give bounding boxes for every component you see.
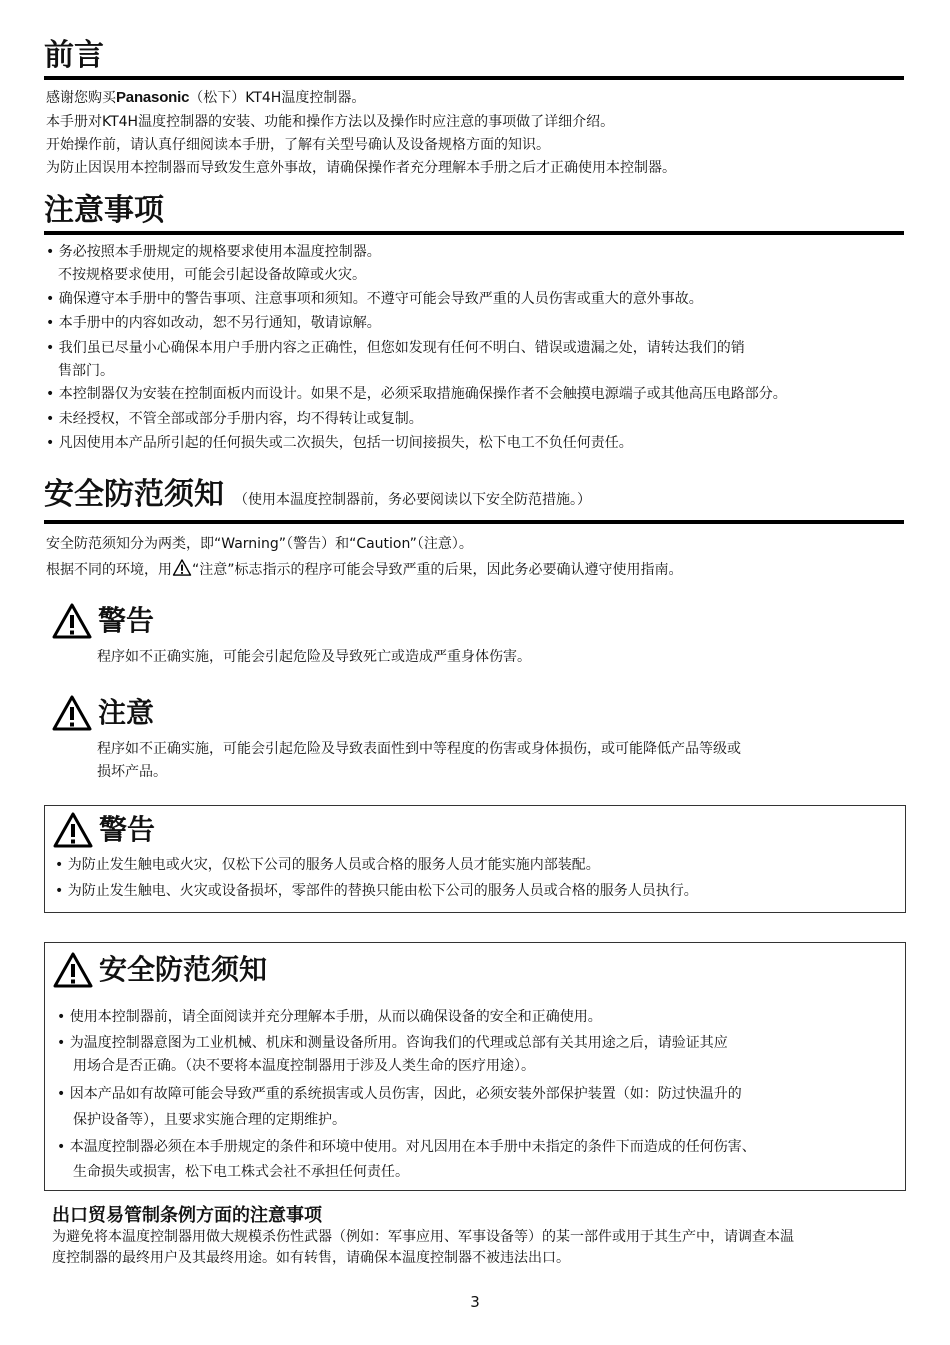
notes-item: • 我们虽已尽量小心确保本用户手册内容之正确性，但您如发现有任何不明白、错误或遗漏之处，请转达我们的销: [46, 340, 745, 356]
warning-triangle-icon: [53, 812, 93, 848]
safety-heading-subtitle: （使用本温度控制器前，务必要阅读以下安全防范措施。）: [234, 492, 591, 508]
warning-box-item: • 为防止发生触电、火灾或设备损坏，零部件的替换只能由松下公司的服务人员或合格的服务人员执行。: [55, 883, 698, 899]
preface-line-4: 为防止因误用本控制器而导致发生意外事故，请确保操作者充分理解本手册之后才正确使用本控制器。: [46, 160, 676, 176]
notes-item: • 确保遵守本手册中的警告事项、注意事项和须知。不遵守可能会导致严重的人员伤害或重大的意外事故。: [46, 291, 703, 307]
safety-line-2: [46, 559, 683, 579]
precaution-box-title-text: 安全防范须知: [99, 953, 268, 986]
precaution-line: • 因本产品如有故障可能会导致严重的系统损害或人员伤害，因此，必须安装外部保护装置（如：防过快温升的: [57, 1086, 742, 1102]
preface-line-3: 开始操作前，请认真仔细阅读本手册，了解有关型号确认及设备规格方面的知识。: [46, 137, 550, 153]
caution-label-text: 注意: [98, 696, 155, 729]
caution-label: [52, 695, 154, 731]
warning-triangle-icon: [52, 695, 92, 731]
safety-heading-title: 安全防范须知: [44, 477, 224, 512]
warning-description: 程序如不正确实施，可能会引起危险及导致死亡或造成严重身体伤害。: [97, 649, 531, 665]
warning-box: [44, 805, 906, 913]
warning-label-text: 警告: [98, 604, 155, 637]
precaution-line: • 使用本控制器前，请全面阅读并充分理解本手册，从而以确保设备的安全和正确使用。: [57, 1009, 602, 1025]
notes-item: 售部门。: [58, 363, 114, 379]
warning-triangle-icon: [52, 603, 92, 639]
preface-line-1-post: （松下）KT4H温度控制器。: [189, 90, 366, 106]
notes-item: • 务必按照本手册规定的规格要求使用本温度控制器。: [46, 244, 381, 260]
caution-description-2: 损坏产品。: [97, 764, 167, 780]
warning-triangle-icon: [53, 952, 93, 988]
warning-triangle-icon: [172, 559, 192, 576]
precaution-line: • 为温度控制器意图为工业机械、机床和测量设备所用。咨询我们的代理或总部有关其用途之后，请验证其应: [57, 1035, 728, 1051]
preface-heading: 前言: [44, 38, 904, 80]
precaution-line: 用场合是否正确。（决不要将本温度控制器用于涉及人类生命的医疗用途）。: [73, 1058, 535, 1074]
preface-line-1: [46, 89, 365, 107]
warning-label: [52, 603, 154, 639]
notes-heading: 注意事项: [44, 193, 904, 235]
safety-line-1: 安全防范须知分为两类，即“Warning”（警告）和“Caution”（注意）。: [46, 536, 473, 552]
precaution-line: 保护设备等），且要求实施合理的定期维护。: [73, 1112, 346, 1128]
precaution-line: 生命损失或损害，松下电工株式会社不承担任何责任。: [73, 1164, 409, 1180]
export-line-1: 为避免将本温度控制器用做大规模杀伤性武器（例如：军事应用、军事设备等）的某一部件或用于其生产中，请调查本温: [52, 1229, 794, 1245]
panasonic-brand: Panasonic: [116, 89, 190, 106]
page-number: 3: [470, 1293, 480, 1311]
precaution-box-title: [53, 952, 267, 988]
preface-line-2: 本手册对KT4H温度控制器的安装、功能和操作方法以及操作时应注意的事项做了详细介绍。: [46, 114, 615, 130]
warning-box-title: [53, 812, 155, 848]
safety-line-2-pre: 根据不同的环境，用: [46, 562, 172, 578]
notes-item: 不按规格要求使用，可能会引起设备故障或火灾。: [58, 267, 366, 283]
export-heading: 出口贸易管制条例方面的注意事项: [52, 1205, 322, 1226]
safety-line-2-post: “注意”标志指示的程序可能会导致严重的后果，因此务必要确认遵守使用指南。: [192, 562, 683, 578]
preface-line-1-pre: 感谢您购买: [46, 90, 116, 106]
notes-item: • 凡因使用本产品所引起的任何损失或二次损失，包括一切间接损失，松下电工不负任何责任。: [46, 435, 633, 451]
notes-item: • 本控制器仅为安装在控制面板内而设计。如果不是，必须采取措施确保操作者不会触摸电源端子或其他高压电路部分。: [46, 386, 787, 402]
notes-item: • 本手册中的内容如改动，恕不另行通知，敬请谅解。: [46, 315, 381, 331]
export-line-2: 度控制器的最终用户及其最终用途。如有转售，请确保本温度控制器不被违法出口。: [52, 1250, 570, 1266]
warning-box-title-text: 警告: [99, 813, 156, 846]
warning-box-item: • 为防止发生触电或火灾，仅松下公司的服务人员或合格的服务人员才能实施内部装配。: [55, 857, 600, 873]
precaution-line: • 本温度控制器必须在本手册规定的条件和环境中使用。对凡因用在本手册中未指定的条件下而造成的任何伤害、: [57, 1139, 756, 1155]
caution-description-1: 程序如不正确实施，可能会引起危险及导致表面性到中等程度的伤害或身体损伤，或可能降低产品等级或: [97, 741, 741, 757]
precaution-box: [44, 942, 906, 1191]
safety-heading: [44, 477, 904, 524]
notes-item: • 未经授权，不管全部或部分手册内容，均不得转让或复制。: [46, 411, 423, 427]
